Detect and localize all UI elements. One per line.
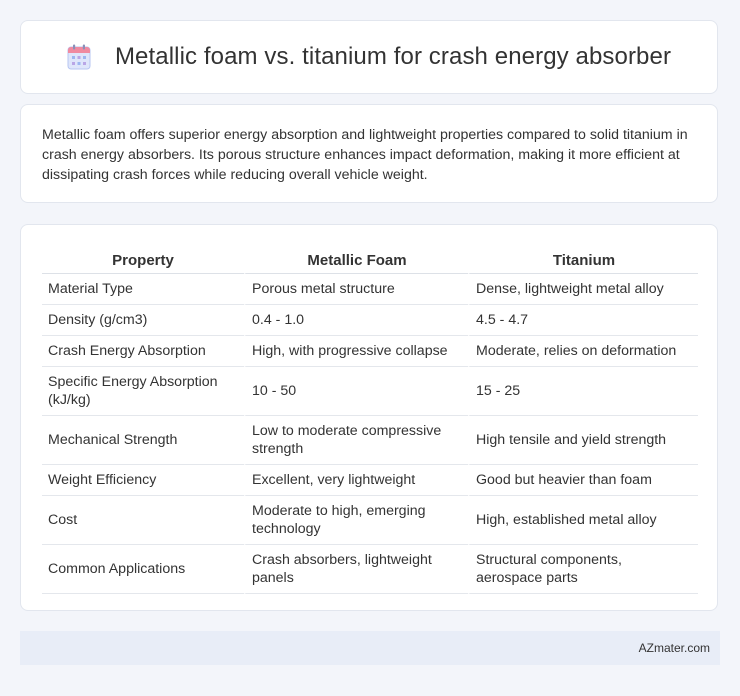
calendar-icon — [67, 44, 91, 70]
metallic-foam-cell: 10 - 50 — [244, 367, 468, 416]
page-title: Metallic foam vs. titanium for crash energy absorber — [114, 43, 672, 70]
header-property: Property — [42, 243, 244, 274]
metallic-foam-cell: Moderate to high, emerging technology — [244, 496, 468, 545]
metallic-foam-cell: 0.4 - 1.0 — [244, 305, 468, 336]
titanium-cell: Good but heavier than foam — [468, 465, 698, 496]
intro-paragraph: Metallic foam offers superior energy absorption and lightweight properties compared to solid titanium in crash energy absorbers. Its porous structure enhances impact deformation, making it more efficient at dissipating crash forces while reducing overall vehicle weight. — [42, 127, 688, 183]
titanium-cell: High, established metal alloy — [468, 496, 698, 545]
table-row — [42, 545, 698, 594]
table-row — [42, 496, 698, 545]
table-row — [42, 336, 698, 367]
metallic-foam-cell: Crash absorbers, lightweight panels — [244, 545, 468, 594]
footer-site-name: AZmater.com — [638, 641, 710, 655]
metallic-foam-cell: Low to moderate compressive strength — [244, 416, 468, 465]
property-cell: Mechanical Strength — [42, 416, 244, 465]
property-cell: Common Applications — [42, 545, 244, 594]
header-metallic-foam: Metallic Foam — [244, 243, 468, 274]
table-header-row — [42, 243, 698, 274]
property-cell: Cost — [42, 496, 244, 545]
titanium-cell: High tensile and yield strength — [468, 416, 698, 465]
titanium-cell: Structural components, aerospace parts — [468, 545, 698, 594]
property-cell: Density (g/cm3) — [42, 305, 244, 336]
property-cell: Weight Efficiency — [42, 465, 244, 496]
comparison-card — [20, 224, 718, 611]
titanium-cell: Moderate, relies on deformation — [468, 336, 698, 367]
footer-bar — [20, 631, 720, 665]
comparison-table — [42, 243, 698, 594]
titanium-cell: Dense, lightweight metal alloy — [468, 274, 698, 305]
title-row — [67, 43, 671, 71]
table-row — [42, 367, 698, 416]
table-row — [42, 416, 698, 465]
metallic-foam-cell: Excellent, very lightweight — [244, 465, 468, 496]
header-titanium: Titanium — [468, 243, 698, 274]
property-cell: Crash Energy Absorption — [42, 336, 244, 367]
metallic-foam-cell: Porous metal structure — [244, 274, 468, 305]
property-cell: Material Type — [42, 274, 244, 305]
table-row — [42, 274, 698, 305]
title-card — [20, 20, 718, 94]
metallic-foam-cell: High, with progressive collapse — [244, 336, 468, 367]
table-row — [42, 465, 698, 496]
property-cell: Specific Energy Absorption (kJ/kg) — [42, 367, 244, 416]
table-row — [42, 305, 698, 336]
titanium-cell: 15 - 25 — [468, 367, 698, 416]
intro-card — [20, 104, 718, 203]
titanium-cell: 4.5 - 4.7 — [468, 305, 698, 336]
